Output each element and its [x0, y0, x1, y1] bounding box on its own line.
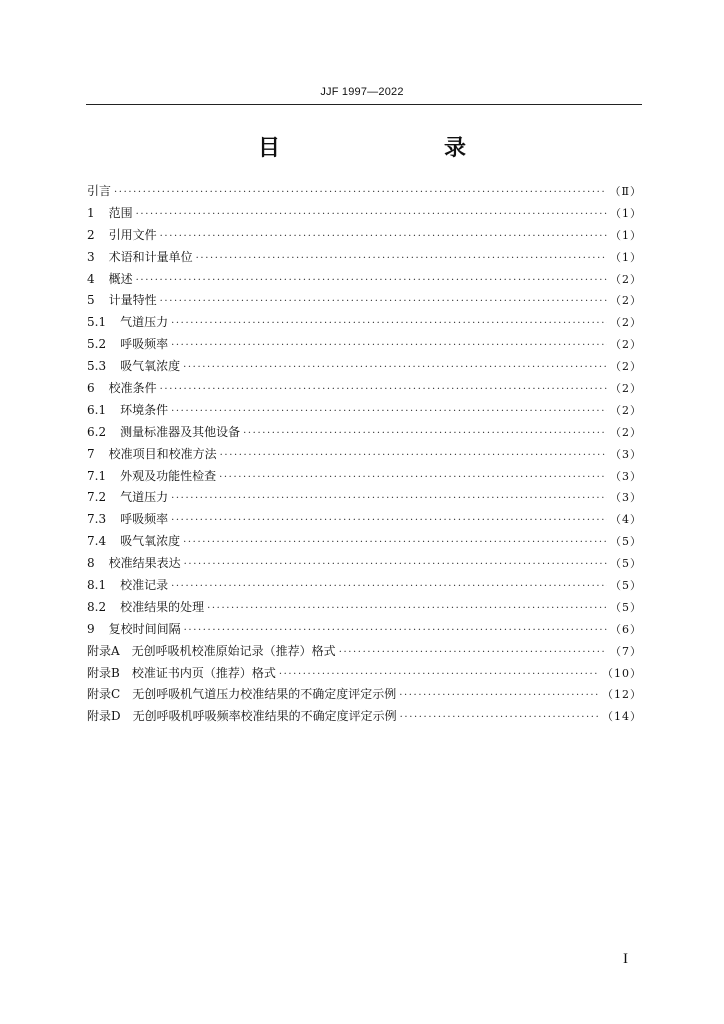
- toc-entry-number: 6.1: [87, 402, 107, 417]
- toc-entry-title: 校准证书内页（推荐）格式: [131, 665, 276, 680]
- toc-entry-text: [87, 576, 168, 593]
- toc-entry-page: （2）: [610, 294, 642, 308]
- dot-leader: [219, 472, 607, 483]
- dot-leader: [171, 318, 607, 329]
- toc-entry-number: 7.2: [87, 490, 107, 505]
- toc-entry-title: 吸气氧浓度: [120, 359, 181, 374]
- toc-entry-text: [87, 379, 157, 396]
- toc-entry[interactable]: [87, 204, 642, 226]
- toc-entry-title: 环境条件: [120, 402, 169, 417]
- toc-entry-text: [87, 664, 276, 681]
- toc-entry-number: 附录A: [87, 643, 120, 658]
- toc-entry[interactable]: [87, 270, 642, 292]
- toc-entry[interactable]: [87, 510, 642, 532]
- toc-entry-page: （2）: [610, 338, 642, 352]
- toc-entry-page: （12）: [602, 688, 642, 702]
- toc-entry-text: [87, 598, 204, 615]
- toc-entry[interactable]: [87, 598, 642, 620]
- toc-entry-title: 概述: [108, 271, 133, 286]
- page-title: 目 录: [257, 136, 506, 161]
- toc-entry-number: 6.2: [87, 424, 107, 439]
- dot-leader: [399, 690, 599, 701]
- toc-entry-text: [87, 554, 181, 571]
- dot-leader: [171, 406, 607, 417]
- toc-entry[interactable]: [87, 401, 642, 423]
- toc-entry[interactable]: [87, 313, 642, 335]
- dot-leader: [183, 362, 607, 373]
- toc-entry-text: [87, 467, 216, 484]
- toc-entry-page: （14）: [602, 710, 642, 724]
- toc-entry[interactable]: [87, 707, 642, 729]
- toc-entry[interactable]: [87, 685, 642, 707]
- toc-entry[interactable]: [87, 423, 642, 445]
- toc-entry-page: （7）: [610, 644, 642, 658]
- toc-entry-title: 无创呼吸机气道压力校准结果的不确定度评定示例: [132, 687, 397, 702]
- toc-entry[interactable]: [87, 532, 642, 554]
- toc-entry-page: （Ⅱ）: [609, 185, 642, 198]
- toc-entry-number: 4: [87, 271, 95, 286]
- toc-entry-page: （2）: [610, 316, 642, 330]
- toc-entry-page: （5）: [610, 579, 642, 593]
- toc-entry-text: [87, 642, 336, 659]
- toc-entry-number: 5: [87, 293, 95, 308]
- toc-entry-page: （3）: [610, 447, 642, 461]
- toc-entry-page: （5）: [610, 535, 642, 549]
- page-number: I: [623, 951, 628, 967]
- toc-entry-title: 测量标准器及其他设备: [120, 424, 241, 439]
- toc-entry-page: （2）: [610, 403, 642, 417]
- toc-entry-page: （5）: [610, 557, 642, 571]
- toc-entry-page: （1）: [610, 228, 642, 242]
- dot-leader: [400, 712, 599, 723]
- toc-entry-page: （10）: [602, 666, 642, 680]
- dot-leader: [136, 275, 607, 286]
- toc-entry-text: [87, 204, 133, 221]
- toc-entry-text: [87, 401, 168, 418]
- toc-entry-title: 校准记录: [120, 578, 169, 593]
- running-header: JJF 1997—2022: [320, 86, 404, 98]
- dot-leader: [207, 603, 607, 614]
- toc-entry[interactable]: [87, 379, 642, 401]
- toc-entry-text: [87, 357, 180, 374]
- toc-entry[interactable]: [87, 226, 642, 248]
- toc-entry[interactable]: [87, 576, 642, 598]
- toc-entry-number: 附录C: [87, 687, 121, 702]
- dot-leader: [243, 428, 607, 439]
- toc-entry-number: 1: [87, 205, 95, 220]
- toc-entry-text: [87, 532, 180, 549]
- toc-entry-text: [87, 510, 168, 527]
- toc-entry-text: [87, 335, 168, 352]
- dot-leader: [196, 253, 607, 264]
- toc-entry-number: 6: [87, 381, 95, 396]
- toc-entry-page: （3）: [610, 491, 642, 505]
- toc-entry-text: [87, 423, 240, 440]
- toc-entry-page: （2）: [610, 425, 642, 439]
- toc-entry[interactable]: [87, 488, 642, 510]
- toc-entry[interactable]: [87, 182, 642, 204]
- dot-leader: [171, 515, 607, 526]
- toc-entry-page: （3）: [610, 469, 642, 483]
- toc-entry-title: 校准结果表达: [108, 556, 181, 571]
- dot-leader: [339, 647, 607, 658]
- toc-entry-text: [87, 270, 133, 287]
- toc-entry[interactable]: [87, 248, 642, 270]
- dot-leader: [136, 209, 607, 220]
- toc-entry-number: 8: [87, 556, 95, 571]
- toc-entry[interactable]: [87, 642, 642, 664]
- dot-leader: [160, 384, 607, 395]
- dot-leader: [160, 296, 607, 307]
- toc-entry[interactable]: [87, 554, 642, 576]
- toc-entry[interactable]: [87, 335, 642, 357]
- toc-entry[interactable]: [87, 664, 642, 686]
- toc-entry[interactable]: [87, 445, 642, 467]
- toc-entry-page: （1）: [610, 250, 642, 264]
- toc-entry-number: 附录B: [87, 665, 120, 680]
- toc-entry-text: [87, 291, 157, 308]
- toc-entry-title: 吸气氧浓度: [120, 534, 181, 549]
- dot-leader: [171, 493, 607, 504]
- toc-entry[interactable]: [87, 620, 642, 642]
- toc-entry-number: 7.1: [87, 468, 107, 483]
- dot-leader: [160, 231, 607, 242]
- toc-entry-number: 8.2: [87, 599, 107, 614]
- dot-leader: [183, 537, 607, 548]
- toc-entry-title: 复校时间间隔: [108, 621, 181, 636]
- header-rule: [86, 104, 642, 105]
- dot-leader: [171, 340, 607, 351]
- toc-entry-text: [87, 685, 396, 702]
- dot-leader: [184, 559, 607, 570]
- dot-leader: [114, 187, 607, 198]
- toc-entry-title: 气道压力: [120, 315, 169, 330]
- toc-entry-text: [87, 182, 111, 199]
- toc-entry-page: （2）: [610, 272, 642, 286]
- toc-entry-number: 5.2: [87, 337, 107, 352]
- toc-entry-number: 3: [87, 249, 95, 264]
- toc-entry-text: [87, 313, 168, 330]
- toc-entry-number: 8.1: [87, 578, 107, 593]
- toc-entry-text: [87, 445, 217, 462]
- toc-entry-text: [87, 620, 181, 637]
- dot-leader: [220, 450, 607, 461]
- toc-entry-text: [87, 226, 157, 243]
- dot-leader: [184, 625, 607, 636]
- toc-entry-title: 范围: [108, 205, 133, 220]
- toc-entry-text: [87, 488, 168, 505]
- toc-entry-number: 附录D: [87, 709, 121, 724]
- toc-entry-number: 7: [87, 446, 95, 461]
- toc-entry-page: （2）: [610, 360, 642, 374]
- toc-entry-page: （4）: [610, 513, 642, 527]
- toc-entry-page: （6）: [610, 622, 642, 636]
- table-of-contents: [87, 182, 642, 729]
- toc-entry-text: [87, 248, 193, 265]
- toc-entry-title: 外观及功能性检查: [120, 468, 217, 483]
- toc-entry-title: 校准结果的处理: [120, 599, 205, 614]
- toc-entry-title: 引言: [87, 184, 112, 198]
- toc-entry-title: 无创呼吸机呼吸频率校准结果的不确定度评定示例: [132, 709, 397, 724]
- toc-entry-number: 7.4: [87, 534, 107, 549]
- toc-entry-number: 5.3: [87, 359, 107, 374]
- toc-entry-page: （1）: [610, 206, 642, 220]
- toc-entry-title: 呼吸频率: [120, 337, 169, 352]
- toc-entry-title: 气道压力: [120, 490, 169, 505]
- toc-entry-number: 7.3: [87, 512, 107, 527]
- dot-leader: [279, 669, 599, 680]
- toc-entry[interactable]: [87, 357, 642, 379]
- toc-entry-number: 9: [87, 621, 95, 636]
- toc-entry-text: [87, 707, 397, 724]
- toc-entry-number: 5.1: [87, 315, 107, 330]
- toc-entry-page: （5）: [610, 600, 642, 614]
- toc-entry[interactable]: [87, 291, 642, 313]
- toc-entry-number: 2: [87, 227, 95, 242]
- toc-entry-title: 呼吸频率: [120, 512, 169, 527]
- toc-entry-title: 计量特性: [108, 293, 157, 308]
- toc-entry-title: 术语和计量单位: [108, 249, 193, 264]
- dot-leader: [171, 581, 607, 592]
- toc-entry-page: （2）: [610, 382, 642, 396]
- toc-entry-title: 校准项目和校准方法: [108, 446, 217, 461]
- toc-entry-title: 无创呼吸机校准原始记录（推荐）格式: [131, 643, 336, 658]
- toc-entry-title: 校准条件: [108, 381, 157, 396]
- toc-entry-title: 引用文件: [108, 227, 157, 242]
- toc-entry[interactable]: [87, 467, 642, 489]
